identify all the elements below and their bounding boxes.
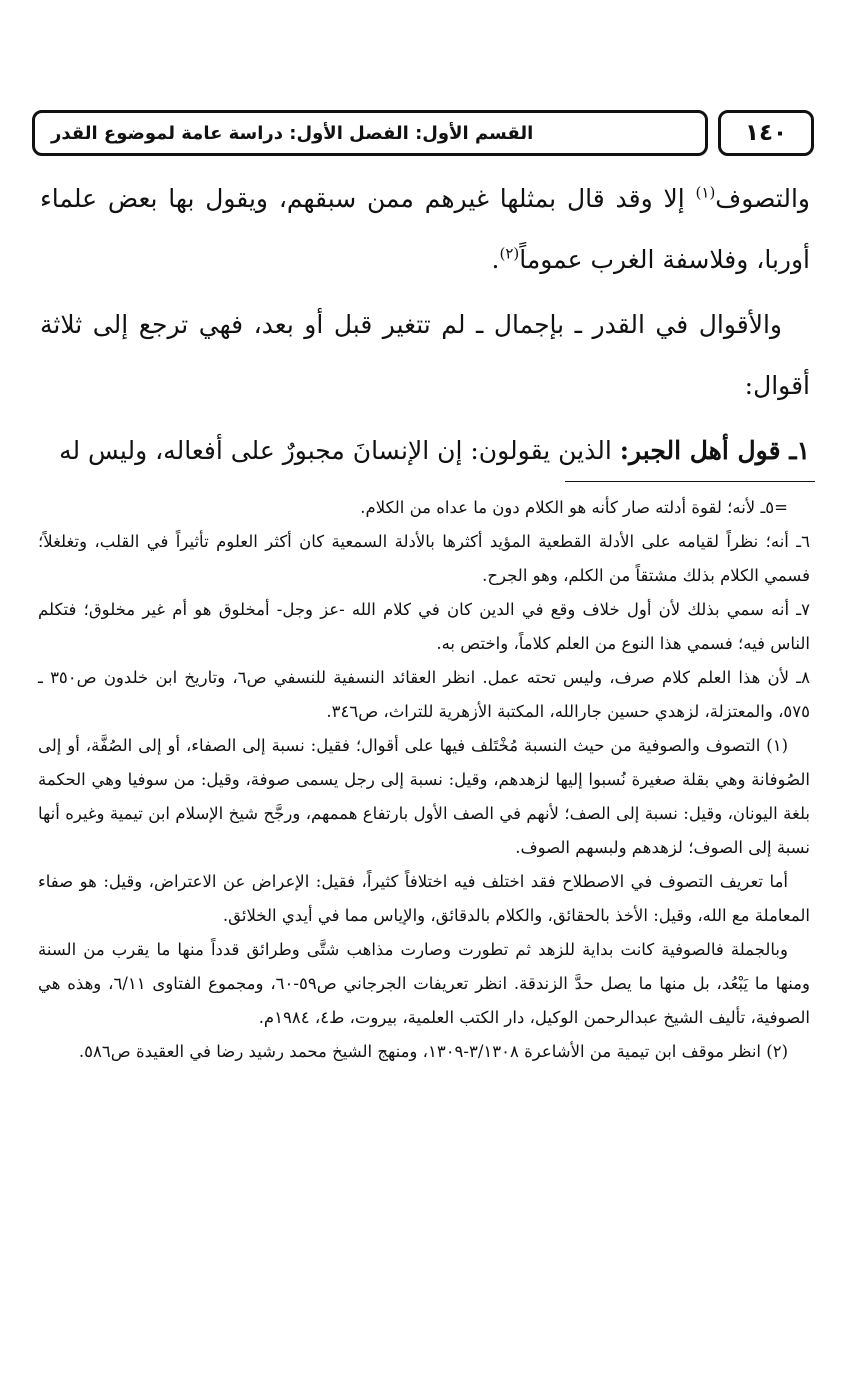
footnote-1: (١) التصوف والصوفية من حيث النسبة مُخْتَلف فيها على أقوال؛ فقيل: نسبة إلى الصفاء، أو إلى الصُفَّة، أو إلى الصُوفانة وهي بقلة صغيرة نُسبوا إليها لزهدهم، وقيل: نسبة إلى رجل يسمى صوفة، وقيل: من سوفيا وهي الحكمة بلغة اليونان، وقيل: نسبة إلى الصف؛ لأنهم في الصف الأول بارتفاع هممهم، ورجَّح شيخ الإسلام ابن تيمية وغيره أنها نسبة إلى الصوف؛ لزهدهم ولبسهم الصوف. [38, 736, 810, 857]
footnote-1-cont: أما تعريف التصوف في الاصطلاح فقد اختلف فيه اختلافاً كثيراً، فقيل: الإعراض عن الاعتراض، وقيل: هو صفاء المعاملة مع الله، وقيل: الأخذ بالحقائق، والكلام بالدقائق، والإياس مما في أيدي الخلائق. [38, 872, 810, 925]
p1-start: والتصوف [715, 184, 810, 213]
footnote-line: =٥ـ لأنه؛ لقوة أدلته صار كأنه هو الكلام دون ما عداه من الكلام. [360, 498, 788, 517]
page-header [32, 110, 814, 160]
page-number: ١٤٠ [744, 120, 788, 146]
footnote-ref-2: (٢) [499, 244, 520, 263]
page-number-box [718, 110, 814, 156]
footnote-line: ٦ـ أنه؛ نظراً لقيامه على الأدلة القطعية المؤيد أكثرها بالأدلة السمعية كان أكثر العلوم تأثيراً في القلب، وتغلغلاً؛ فسمي الكلام بذلك مشتقاً من الكلم، وهو الجرح. [38, 532, 810, 585]
running-title: القسم الأول: الفصل الأول: دراسة عامة لموضوع القدر [51, 122, 534, 144]
footnotes [38, 491, 810, 1069]
paragraph-2: والأقوال في القدر ـ بإجمال ـ لم تتغير قبل أو بعد، فهي ترجع إلى ثلاثة أقوال: [40, 310, 810, 400]
list-item-text: الذين يقولون: إن الإنسانَ مجبورٌ على أفعاله، وليس له [59, 436, 620, 465]
running-title-box [32, 110, 708, 156]
paragraph-1 [40, 168, 810, 290]
footnote-line: ٧ـ أنه سمي بذلك لأن أول خلاف وقع في الدين كان في كلام الله -عز وجل- أمخلوق هو أم غير مخلوق؛ فتكلم الناس فيه؛ فسمي هذا النوع من العلم كلاماً، واختص به. [38, 600, 810, 653]
footnote-1-cont: وبالجملة فالصوفية كانت بداية للزهد ثم تطورت وصارت مذاهب شتَّى وطرائق قدداً منها ما يقرب من السنة ومنها ما يَبْعُد، بل منها ما يصل حدَّ الزندقة. انظر تعريفات الجرجاني ص٥٩-٦٠، ومجموع الفتاوى ٦/١١، وهذه هي الصوفية، تأليف الشيخ عبدالرحمن الوكيل، دار الكتب العلمية، بيروت، ط٤، ١٩٨٤م. [38, 940, 810, 1027]
paragraph-3 [40, 420, 810, 481]
p1-middle: إلا وقد قال بمثلها غيرهم ممن سبقهم، ويقول بها بعض علماء أوربا، وفلاسفة الغرب عموماً [40, 184, 810, 274]
footnote-ref-1: (١) [695, 183, 716, 202]
footnote-2: (٢) انظر موقف ابن تيمية من الأشاعرة ٣/١٣٠٨-١٣٠٩، ومنهج الشيخ محمد رشيد رضا في العقيدة ص٥٨٦. [78, 1042, 788, 1061]
footnote-separator [565, 481, 815, 482]
p1-end: . [491, 245, 500, 274]
footnote-line: ٨ـ لأن هذا العلم كلام صرف، وليس تحته عمل. انظر العقائد النسفية للنسفي ص٦، وتاريخ ابن خلدون ص٣٥٠ ـ ٥٧٥، والمعتزلة، لزهدي حسين جارالله، المكتبة الأزهرية للتراث، ص٣٤٦. [38, 668, 810, 721]
list-item-heading: ١ـ قول أهل الجبر: [619, 436, 810, 465]
main-text [40, 168, 810, 481]
